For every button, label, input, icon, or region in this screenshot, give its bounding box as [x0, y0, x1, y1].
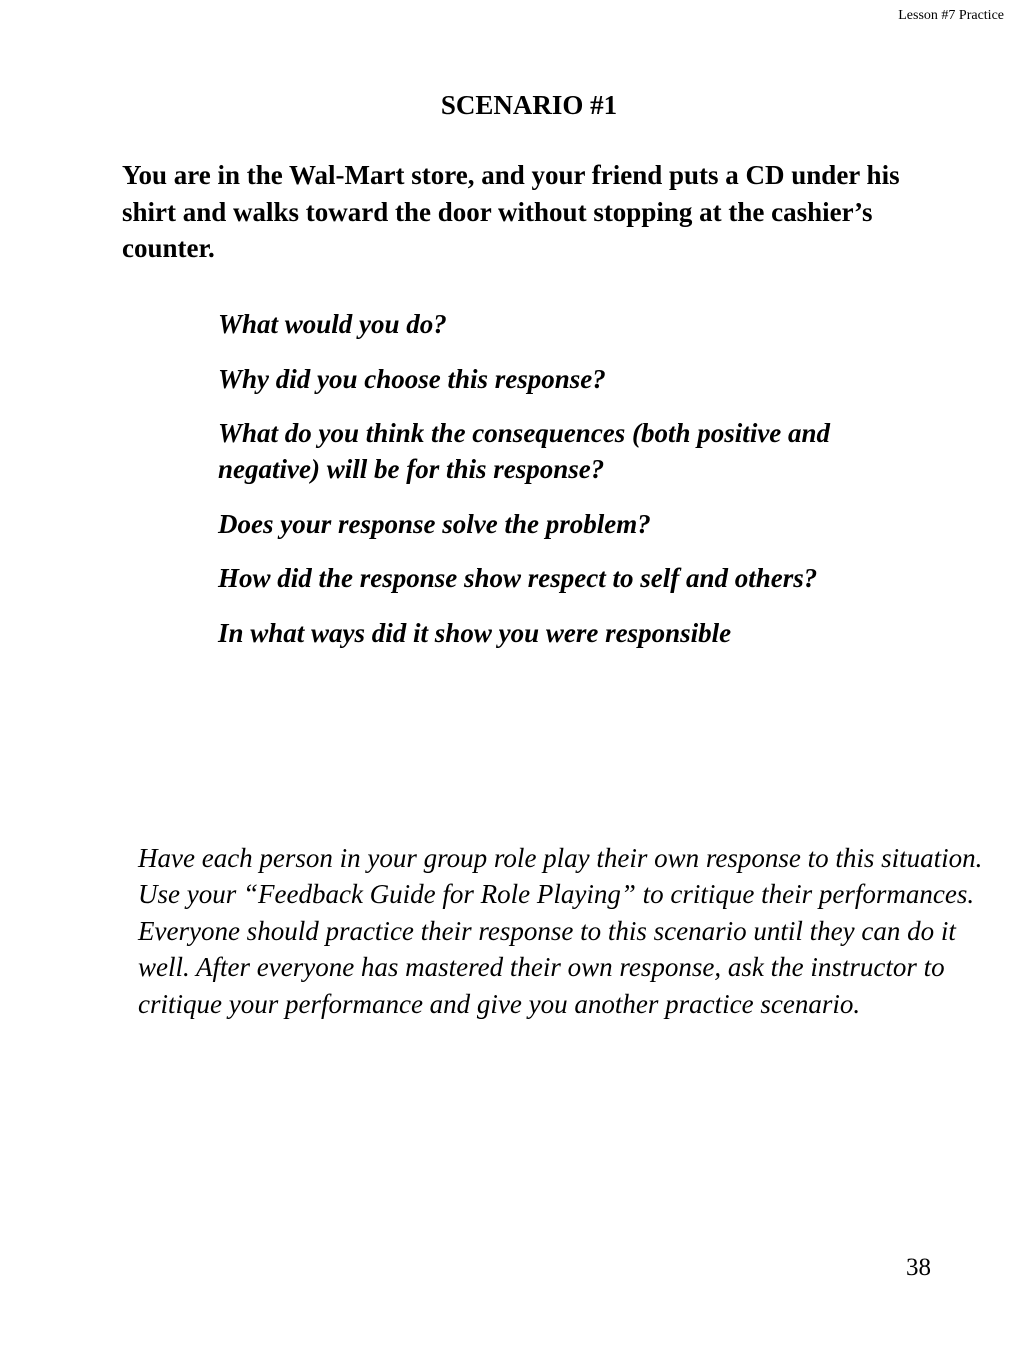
question-item: What do you think the consequences (both positive and negative) will be for this response? — [218, 418, 831, 484]
question-item: What would you do? — [218, 309, 447, 339]
question-item: Does your response solve the problem? — [218, 508, 651, 539]
question-item: In what ways did it show you were responsible — [218, 617, 732, 648]
question-list — [218, 306, 938, 669]
question-item: How did the response show respect to self and others? — [218, 563, 818, 593]
question-item: Why did you choose this response? — [218, 363, 606, 394]
page-title: SCENARIO #1 — [440, 90, 618, 120]
role-play-instructions: Have each person in your group role play their own response to this situation. Use your “Feedback Guide for Role Playing” to critique their performances. Everyone should practice their response to this scenario until they can do it well. After everyone has mastered their own response, ask the instructor to critique your performance and give you another practice scenario. — [138, 843, 983, 1019]
page-number: 38 — [906, 1254, 931, 1281]
lesson-header-label: Lesson #7 Practice — [898, 8, 1004, 23]
scenario-description: You are in the Wal-Mart store, and your friend puts a CD under his shirt and walks toward the door without stopping at the cashier’s counter. — [122, 160, 900, 263]
